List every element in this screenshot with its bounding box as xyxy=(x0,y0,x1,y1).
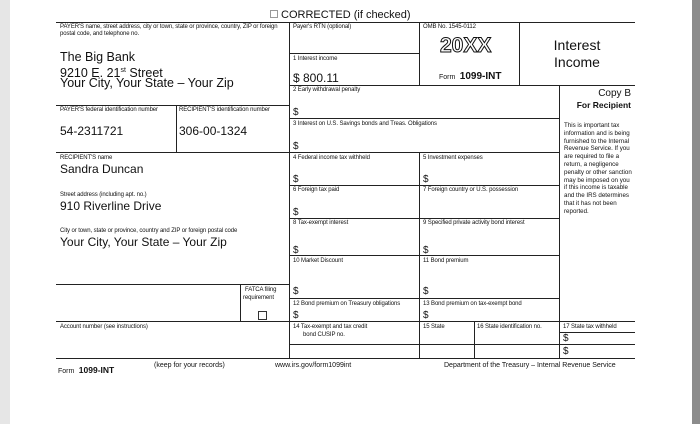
box11-label: 11 Bond premium xyxy=(423,258,469,264)
copy-notice: This is important tax information and is being furnished to the Internal Revenue Service. If you are required to file a return, a negligence penalty or other sanction may be imposed on you if this income is taxable and the IRS determines that it has not been reported. xyxy=(564,122,632,215)
footer-department: Department of the Treasury – Internal Revenue Service xyxy=(444,362,616,369)
box1-value: $ 800.11 xyxy=(293,71,339,85)
box17-dollar-1: $ xyxy=(563,333,569,344)
payer-tin-label: PAYER'S federal identification number xyxy=(60,107,158,113)
left-margin xyxy=(0,0,10,424)
box17-dollar-2: $ xyxy=(563,346,569,357)
box11-dollar: $ xyxy=(423,286,429,297)
copy-title: Copy B xyxy=(598,88,631,99)
recipient-street-label: Street address (including apt. no.) xyxy=(60,192,147,198)
corrected-checkbox[interactable] xyxy=(270,10,278,18)
box10-label: 10 Market Discount xyxy=(293,258,343,264)
recipient-city-label: City or town, state or province, country and ZIP or foreign postal code xyxy=(60,228,238,234)
copy-subtitle: For Recipient xyxy=(576,100,631,110)
recipient-tin-label: RECIPIENT'S identification number xyxy=(179,107,270,113)
box4-label: 4 Federal income tax withheld xyxy=(293,155,370,161)
payer-label: PAYER'S name, street address, city or town, state or province, country, ZIP or foreign postal code, and telephone no. xyxy=(60,24,278,37)
recipient-name: Sandra Duncan xyxy=(60,162,144,176)
box1-label: 1 Interest income xyxy=(293,56,338,62)
right-scrollbar[interactable] xyxy=(692,0,700,424)
box14-label-1: 14 Tax-exempt and tax credit xyxy=(293,324,368,330)
box9-dollar: $ xyxy=(423,245,429,256)
corrected-header xyxy=(270,9,411,22)
fatca-label-1: FATCA filing xyxy=(245,287,277,293)
payer-street: 9210 E. 21st Street xyxy=(60,66,163,81)
recipient-tin: 306-00-1324 xyxy=(179,124,248,138)
box12-dollar: $ xyxy=(293,310,299,321)
box17-label: 17 State tax withheld xyxy=(563,324,617,330)
recipient-name-label: RECIPIENT'S name xyxy=(60,155,113,161)
box6-label: 6 Foreign tax paid xyxy=(293,187,340,193)
box3-label: 3 Interest on U.S. Savings bonds and Treas. Obligations xyxy=(293,121,437,127)
payer-city: Your City, Your State – Your Zip xyxy=(60,76,234,90)
box7-label: 7 Foreign country or U.S. possession xyxy=(423,187,519,193)
box13-dollar: $ xyxy=(423,310,429,321)
box2-dollar: $ xyxy=(293,107,299,118)
footer-url[interactable]: www.irs.gov/form1099int xyxy=(275,362,352,369)
box4-dollar: $ xyxy=(293,174,299,185)
box9-label: 9 Specified private activity bond interest xyxy=(423,220,525,226)
tax-year: 20XX xyxy=(440,34,492,57)
omb-number: OMB No. 1545-0112 xyxy=(423,24,476,30)
account-number-label: Account number (see instructions) xyxy=(60,324,148,330)
box13-label: 13 Bond premium on tax-exempt bond xyxy=(423,301,522,307)
corrected-label: CORRECTED (if checked) xyxy=(281,9,411,21)
box8-dollar: $ xyxy=(293,245,299,256)
box5-dollar: $ xyxy=(423,174,429,185)
payer-rtn-label: Payer's RTN (optional) xyxy=(293,24,352,30)
box8-label: 8 Tax-exempt interest xyxy=(293,220,349,226)
box2-label: 2 Early withdrawal penalty xyxy=(293,87,361,93)
fatca-checkbox[interactable] xyxy=(258,311,267,320)
recipient-city: Your City, Your State – Your Zip xyxy=(60,235,227,249)
form-number: Form 1099-INT xyxy=(439,71,502,82)
footer-keep: (keep for your records) xyxy=(154,362,225,369)
fatca-label-2: requirement xyxy=(243,295,274,301)
payer-tin: 54-2311721 xyxy=(60,124,124,138)
box5-label: 5 Investment expenses xyxy=(423,155,483,161)
payer-name: The Big Bank xyxy=(60,50,136,64)
box12-label: 12 Bond premium on Treasury obligations xyxy=(293,301,401,307)
footer-form: Form 1099-INT xyxy=(58,365,115,375)
box15-label: 15 State xyxy=(423,324,445,330)
form-title: Interest Income xyxy=(553,37,601,70)
box14-label-2: bond CUSIP no. xyxy=(303,332,345,338)
recipient-street: 910 Riverline Drive xyxy=(60,199,162,213)
box16-label: 16 State identification no. xyxy=(477,324,542,330)
box3-dollar: $ xyxy=(293,141,299,152)
box10-dollar: $ xyxy=(293,286,299,297)
box6-dollar: $ xyxy=(293,207,299,218)
